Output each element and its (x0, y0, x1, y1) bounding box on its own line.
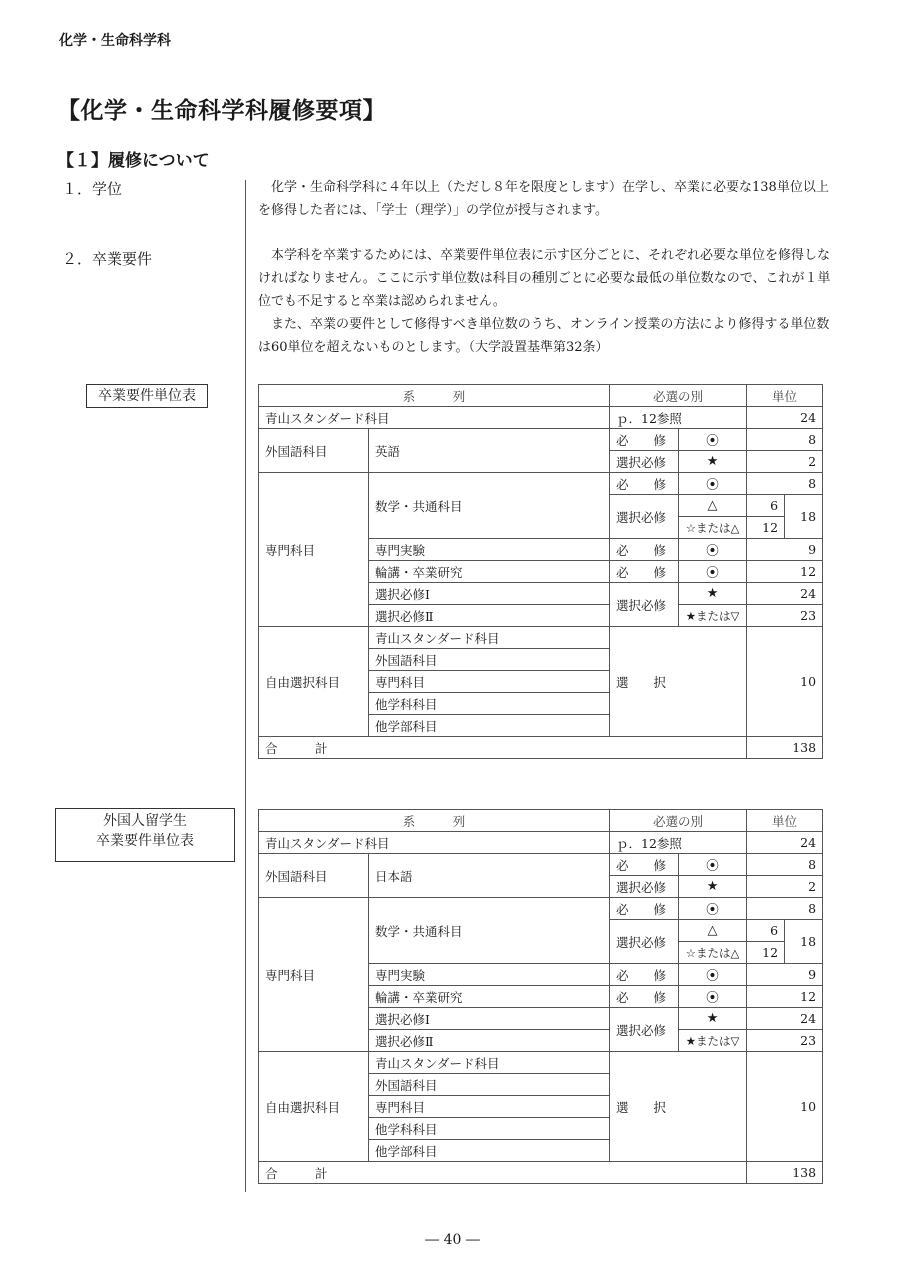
table-label-graduation-units (86, 384, 208, 408)
elective2-subject-cell: 選択必修Ⅱ (369, 605, 610, 627)
table-row (259, 407, 823, 429)
header-series: 系 列 (259, 385, 610, 407)
double-circle-icon: ⦿ (679, 854, 747, 876)
type-cell: 選択必修 (610, 495, 679, 539)
white-star-or-triangle-icon: ☆または△ (679, 942, 747, 964)
free-type-cell: 選 択 (610, 627, 747, 737)
foreign-category-cell: 外国語科目 (259, 854, 369, 898)
header-units: 単位 (747, 385, 823, 407)
double-circle-icon: ⦿ (679, 473, 747, 495)
foreign-subject-cell: 英語 (369, 429, 610, 473)
item-heading-degree: １．学位 (62, 180, 123, 198)
table-row (259, 1052, 823, 1074)
major-category-cell: 専門科目 (259, 473, 369, 627)
header-units: 単位 (747, 810, 823, 832)
total-units-cell: 138 (747, 1162, 823, 1184)
requirements-table (258, 384, 823, 759)
free-subject-cell: 外国語科目 (369, 1074, 610, 1096)
math-subject-cell: 数学・共通科目 (369, 473, 610, 539)
black-star-icon: ★ (679, 1008, 747, 1030)
black-star-icon: ★ (679, 583, 747, 605)
department-header: 化学・生命科学科 (59, 33, 171, 49)
table-header-row (259, 385, 823, 407)
units-cell: 18 (785, 495, 823, 539)
units-cell: 2 (747, 451, 823, 473)
double-circle-icon: ⦿ (679, 561, 747, 583)
major-category-cell: 専門科目 (259, 898, 369, 1052)
double-circle-icon: ⦿ (679, 429, 747, 451)
type-cell: 必 修 (610, 898, 679, 920)
free-subject-cell: 青山スタンダード科目 (369, 627, 610, 649)
page-number: ― 40 ― (425, 1232, 480, 1248)
units-cell: 24 (747, 1008, 823, 1030)
aoyama-note-cell: ｐ．12参照 (610, 832, 747, 854)
header-required: 必選の別 (610, 385, 747, 407)
requirements-table (258, 809, 823, 1184)
type-cell: 必 修 (610, 964, 679, 986)
units-cell: 9 (747, 964, 823, 986)
table-label-line: 卒業要件単位表 (96, 833, 194, 849)
total-label-cell: 合 計 (259, 1162, 747, 1184)
type-cell: 選択必修 (610, 1008, 679, 1052)
free-subject-cell: 他学科科目 (369, 1118, 610, 1140)
black-star-or-down-triangle-icon: ★または▽ (679, 605, 747, 627)
units-sub-cell: 12 (747, 942, 785, 964)
type-cell: 必 修 (610, 854, 679, 876)
header-required: 必選の別 (610, 810, 747, 832)
degree-paragraph: 化学・生命科学科に４年以上（ただし８年を限度とします）在学し、卒業に必要な138単位以上を修得した者には、「学士（理学）」の学位が授与されます。 (258, 180, 829, 218)
triangle-icon: △ (679, 495, 747, 517)
experiment-subject-cell: 専門実験 (369, 539, 610, 561)
units-cell: 8 (747, 854, 823, 876)
type-cell: 選択必修 (610, 920, 679, 964)
black-star-icon: ★ (679, 876, 747, 898)
aoyama-units-cell: 24 (747, 832, 823, 854)
total-label-cell: 合 計 (259, 737, 747, 759)
units-cell: 8 (747, 898, 823, 920)
total-units-cell: 138 (747, 737, 823, 759)
type-cell: 必 修 (610, 561, 679, 583)
units-cell: 12 (747, 986, 823, 1008)
type-cell: 選択必修 (610, 876, 679, 898)
units-cell: 2 (747, 876, 823, 898)
double-circle-icon: ⦿ (679, 986, 747, 1008)
free-type-cell: 選 択 (610, 1052, 747, 1162)
free-subject-cell: 外国語科目 (369, 649, 610, 671)
aoyama-standard-cell: 青山スタンダード科目 (259, 832, 610, 854)
free-subject-cell: 青山スタンダード科目 (369, 1052, 610, 1074)
foreign-subject-cell: 日本語 (369, 854, 610, 898)
units-cell: 23 (747, 1030, 823, 1052)
seminar-subject-cell: 輪講・卒業研究 (369, 561, 610, 583)
aoyama-note-cell: ｐ．12参照 (610, 407, 747, 429)
free-subject-cell: 他学部科目 (369, 1140, 610, 1162)
free-subject-cell: 他学科科目 (369, 693, 610, 715)
graduation-paragraph-block (258, 244, 838, 359)
units-cell: 24 (747, 583, 823, 605)
foreign-category-cell: 外国語科目 (259, 429, 369, 473)
item-heading-graduation: ２．卒業要件 (62, 250, 153, 268)
free-category-cell: 自由選択科目 (259, 1052, 369, 1162)
black-star-icon: ★ (679, 451, 747, 473)
type-cell: 必 修 (610, 473, 679, 495)
free-subject-cell: 専門科目 (369, 1096, 610, 1118)
aoyama-standard-cell: 青山スタンダード科目 (259, 407, 610, 429)
free-units-cell: 10 (747, 1052, 823, 1162)
double-circle-icon: ⦿ (679, 964, 747, 986)
table-row (259, 898, 823, 920)
table-row (259, 854, 823, 876)
aoyama-units-cell: 24 (747, 407, 823, 429)
units-cell: 8 (747, 473, 823, 495)
table-row (259, 627, 823, 649)
section-heading: 【１】履修について (57, 151, 210, 171)
units-cell: 9 (747, 539, 823, 561)
total-row (259, 737, 823, 759)
units-sub-cell: 12 (747, 517, 785, 539)
free-subject-cell: 他学部科目 (369, 715, 610, 737)
total-row (259, 1162, 823, 1184)
black-star-or-down-triangle-icon: ★または▽ (679, 1030, 747, 1052)
table-label-line: 卒業要件単位表 (98, 388, 196, 404)
seminar-subject-cell: 輪講・卒業研究 (369, 986, 610, 1008)
units-cell: 12 (747, 561, 823, 583)
math-subject-cell: 数学・共通科目 (369, 898, 610, 964)
degree-paragraph-block (258, 176, 838, 222)
units-sub-cell: 6 (747, 495, 785, 517)
double-circle-icon: ⦿ (679, 539, 747, 561)
table-label-line: 外国人留学生 (103, 813, 187, 829)
white-star-or-triangle-icon: ☆または△ (679, 517, 747, 539)
elective2-subject-cell: 選択必修Ⅱ (369, 1030, 610, 1052)
vertical-divider (245, 180, 246, 1192)
free-subject-cell: 専門科目 (369, 671, 610, 693)
graduation-paragraph-1: 本学科を卒業するためには、卒業要件単位表に示す区分ごとに、それぞれ必要な単位を修得しなければなりません。ここに示す単位数は科目の種別ごとに必要な最低の単位数なので、これが１単位でも不足すると卒業は認められません。 (258, 248, 831, 309)
elective1-subject-cell: 選択必修Ⅰ (369, 583, 610, 605)
type-cell: 選択必修 (610, 583, 679, 627)
type-cell: 必 修 (610, 986, 679, 1008)
free-category-cell: 自由選択科目 (259, 627, 369, 737)
page-title: 【化学・生命科学科履修要項】 (57, 98, 386, 124)
type-cell: 必 修 (610, 429, 679, 451)
header-series: 系 列 (259, 810, 610, 832)
triangle-icon: △ (679, 920, 747, 942)
units-cell: 23 (747, 605, 823, 627)
experiment-subject-cell: 専門実験 (369, 964, 610, 986)
table-row (259, 429, 823, 451)
units-sub-cell: 6 (747, 920, 785, 942)
graduation-paragraph-2: また、卒業の要件として修得すべき単位数のうち、オンライン授業の方法により修得する単位数は60単位を超えないものとします。（大学設置基準第32条） (258, 317, 830, 355)
table-label-intl-graduation-units (55, 808, 235, 862)
units-cell: 8 (747, 429, 823, 451)
units-cell: 18 (785, 920, 823, 964)
type-cell: 選択必修 (610, 451, 679, 473)
free-units-cell: 10 (747, 627, 823, 737)
table-header-row (259, 810, 823, 832)
type-cell: 必 修 (610, 539, 679, 561)
elective1-subject-cell: 選択必修Ⅰ (369, 1008, 610, 1030)
table-row (259, 832, 823, 854)
double-circle-icon: ⦿ (679, 898, 747, 920)
table-row (259, 473, 823, 495)
